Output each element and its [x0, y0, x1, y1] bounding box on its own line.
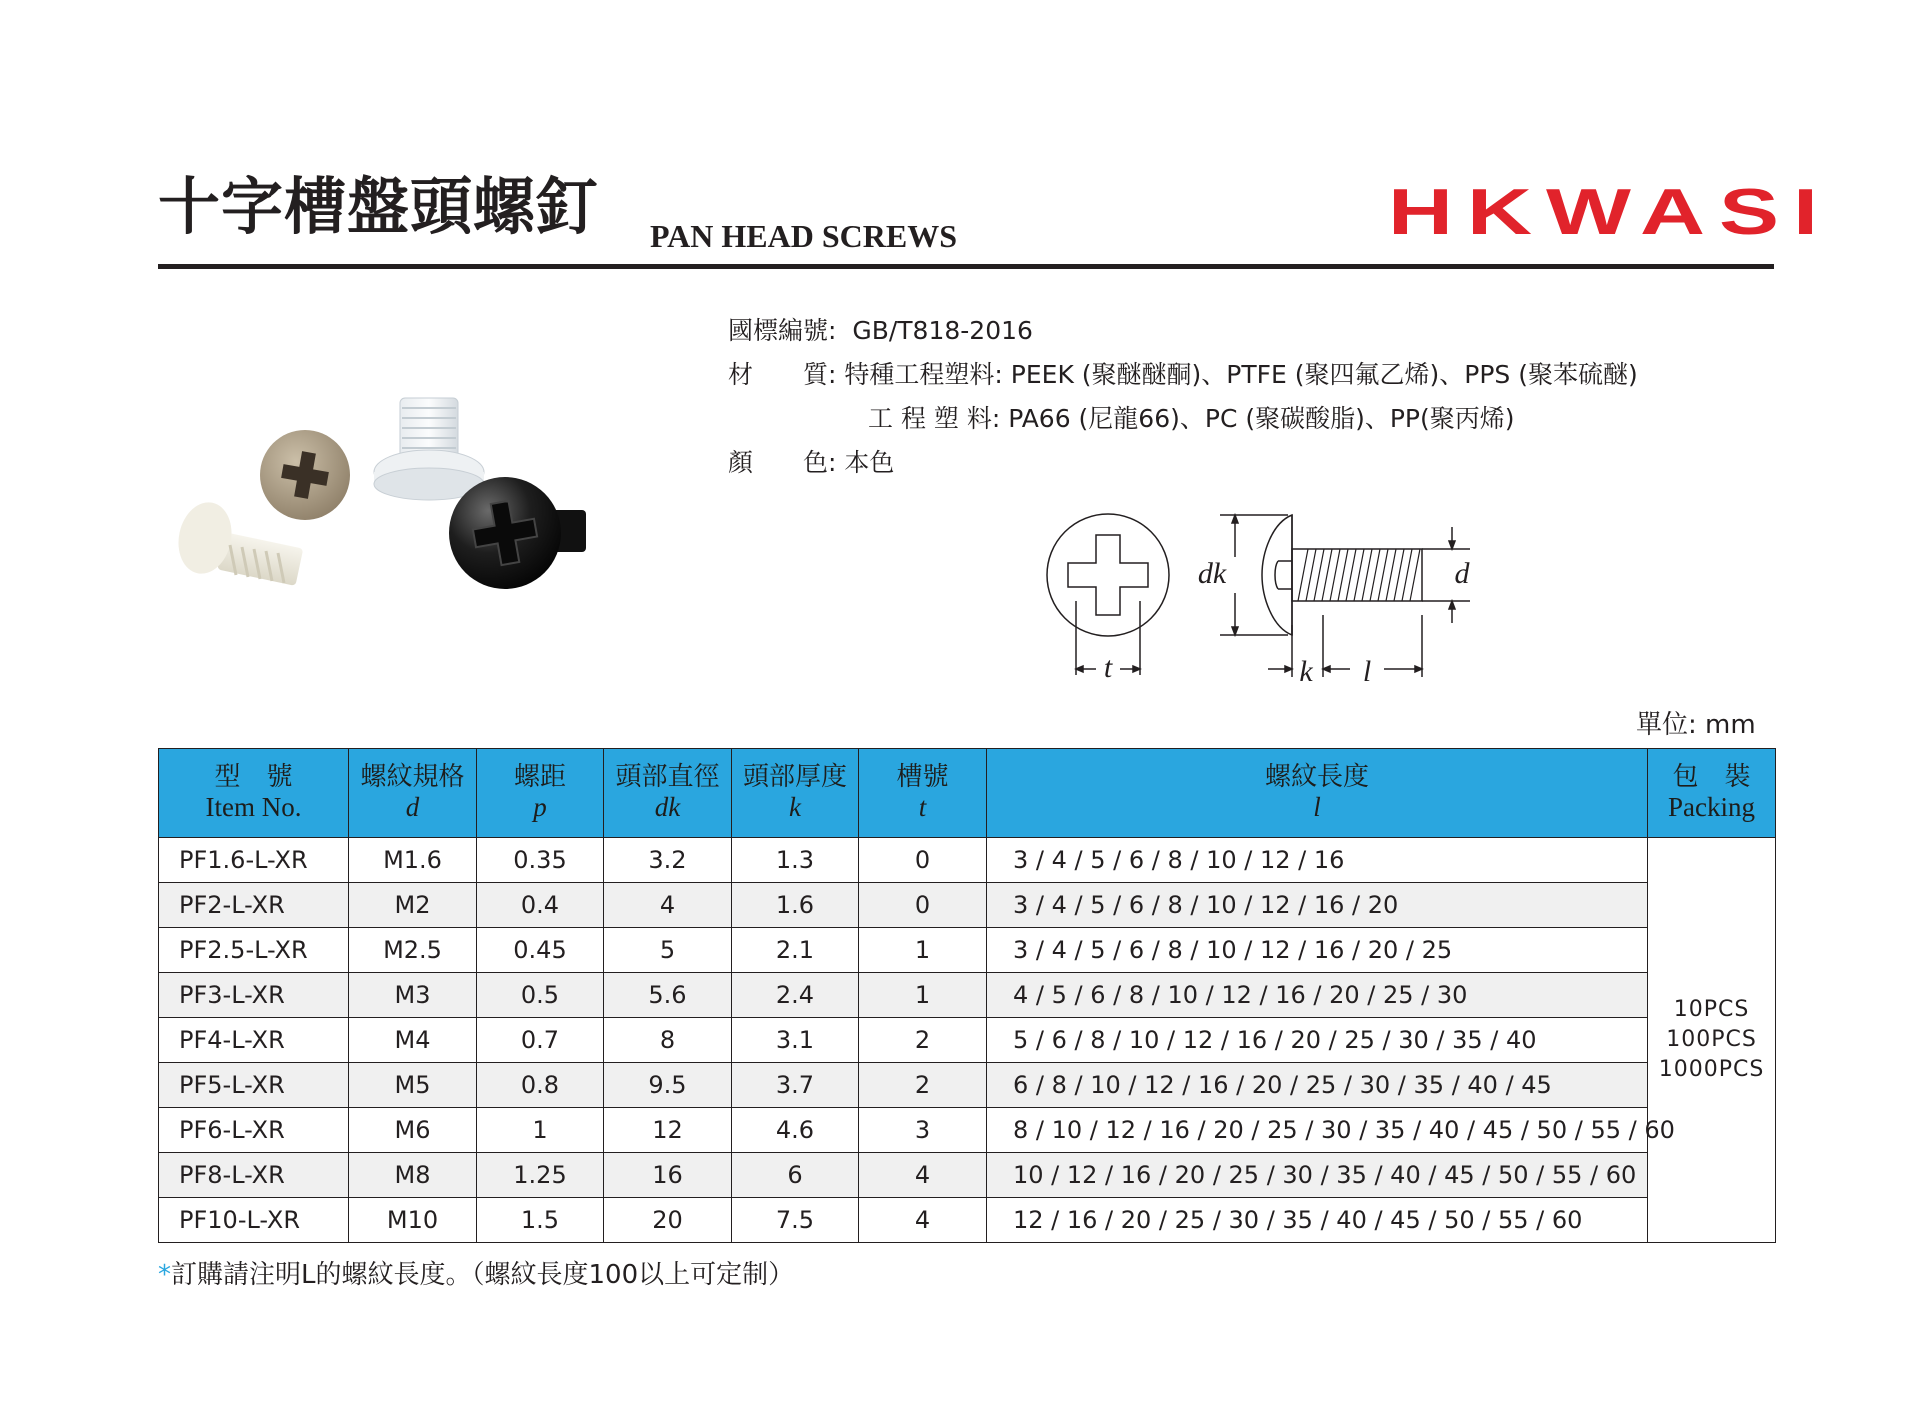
- spec-material-line1-label: 特種工程塑料:: [844, 360, 1003, 389]
- cell-slot: 0: [859, 883, 987, 928]
- cell-thread-length: 4 / 5 / 6 / 8 / 10 / 12 / 16 / 20 / 25 / 30: [987, 973, 1648, 1018]
- cell-head-diameter: 12: [604, 1108, 732, 1153]
- spec-material-line2: [868, 406, 1515, 431]
- cell-thread: M10: [349, 1198, 477, 1243]
- cell-thread: M4: [349, 1018, 477, 1063]
- black-screw-icon: [449, 477, 586, 589]
- header-thread: 螺紋規格 d: [349, 749, 477, 838]
- cell-pitch: 1: [477, 1108, 604, 1153]
- header-head-thickness: 頭部厚度 k: [732, 749, 859, 838]
- note-text: 訂購請注明L的螺紋長度。（螺紋長度100以上可定制）: [171, 1260, 795, 1290]
- spec-material-label: 材 質:: [728, 360, 837, 389]
- cell-model: PF1.6-L-XR: [159, 838, 349, 883]
- table-row: [159, 838, 1776, 883]
- cell-slot: 0: [859, 838, 987, 883]
- cell-thread-length: 8 / 10 / 12 / 16 / 20 / 25 / 30 / 35 / 40 / 45 / 50 / 55 / 60: [987, 1108, 1648, 1153]
- cell-head-thickness: 1.6: [732, 883, 859, 928]
- cell-thread-length: 10 / 12 / 16 / 20 / 25 / 30 / 35 / 40 / 45 / 50 / 55 / 60: [987, 1153, 1648, 1198]
- packing-option: 10PCS: [1673, 997, 1750, 1023]
- cell-slot: 4: [859, 1198, 987, 1243]
- header-model: 型 號 Item No.: [159, 749, 349, 838]
- cell-pitch: 0.7: [477, 1018, 604, 1063]
- spec-color-value: 本色: [844, 448, 895, 477]
- header-thread-length: 螺紋長度 l: [987, 749, 1648, 838]
- cell-head-thickness: 2.4: [732, 973, 859, 1018]
- spec-material: [728, 362, 1638, 387]
- table-row: [159, 1153, 1776, 1198]
- cell-pitch: 0.35: [477, 838, 604, 883]
- cell-head-diameter: 5: [604, 928, 732, 973]
- header-pitch: 螺距 p: [477, 749, 604, 838]
- packing-option: 1000PCS: [1658, 1056, 1765, 1082]
- technical-diagram: [1040, 505, 1520, 695]
- brand-logo: HKWASI: [1388, 176, 1832, 249]
- spec-material-line2-label: 工 程 塑 料:: [868, 404, 1001, 433]
- cell-pitch: 0.5: [477, 973, 604, 1018]
- table-row: [159, 1063, 1776, 1108]
- table-row: [159, 1198, 1776, 1243]
- cell-slot: 1: [859, 928, 987, 973]
- cell-slot: 4: [859, 1153, 987, 1198]
- table-row: [159, 973, 1776, 1018]
- cell-thread: M1.6: [349, 838, 477, 883]
- table-header-row: [159, 749, 1776, 838]
- spec-color-label: 顏 色:: [728, 448, 837, 477]
- header-rule: [158, 264, 1774, 269]
- cell-thread-length: 12 / 16 / 20 / 25 / 30 / 35 / 40 / 45 / 50 / 55 / 60: [987, 1198, 1648, 1243]
- cell-thread: M6: [349, 1108, 477, 1153]
- cell-head-diameter: 8: [604, 1018, 732, 1063]
- packing-option: 100PCS: [1666, 1027, 1757, 1053]
- diagram-label-dk: dk: [1197, 557, 1227, 590]
- cell-slot: 1: [859, 973, 987, 1018]
- cell-head-diameter: 20: [604, 1198, 732, 1243]
- cell-thread: M3: [349, 973, 477, 1018]
- unit-label: 單位: mm: [1636, 710, 1756, 740]
- spec-standard: [728, 318, 1033, 343]
- cell-thread-length: 6 / 8 / 10 / 12 / 16 / 20 / 25 / 30 / 35 / 40 / 45: [987, 1063, 1648, 1108]
- tan-screw-icon: [260, 430, 350, 520]
- page-subtitle: PAN HEAD SCREWS: [650, 218, 957, 254]
- cell-head-thickness: 6: [732, 1153, 859, 1198]
- clear-screw-icon: [374, 398, 484, 500]
- cell-model: PF2-L-XR: [159, 883, 349, 928]
- cell-head-thickness: 4.6: [732, 1108, 859, 1153]
- cell-model: PF8-L-XR: [159, 1153, 349, 1198]
- cell-pitch: 0.4: [477, 883, 604, 928]
- cell-head-thickness: 7.5: [732, 1198, 859, 1243]
- cell-thread-length: 3 / 4 / 5 / 6 / 8 / 10 / 12 / 16: [987, 838, 1648, 883]
- spec-table: [158, 748, 1776, 1243]
- cell-thread: M2: [349, 883, 477, 928]
- cell-head-thickness: 1.3: [732, 838, 859, 883]
- cell-model: PF10-L-XR: [159, 1198, 349, 1243]
- cell-head-thickness: 3.7: [732, 1063, 859, 1108]
- cell-pitch: 1.25: [477, 1153, 604, 1198]
- cell-thread-length: 5 / 6 / 8 / 10 / 12 / 16 / 20 / 25 / 30 / 35 / 40: [987, 1018, 1648, 1063]
- cell-head-diameter: 5.6: [604, 973, 732, 1018]
- cell-head-diameter: 16: [604, 1153, 732, 1198]
- diagram-label-d: d: [1454, 557, 1470, 590]
- header-slot: 槽號 t: [859, 749, 987, 838]
- cell-slot: 3: [859, 1108, 987, 1153]
- cell-model: PF6-L-XR: [159, 1108, 349, 1153]
- cell-thread-length: 3 / 4 / 5 / 6 / 8 / 10 / 12 / 16 / 20: [987, 883, 1648, 928]
- cell-thread: M8: [349, 1153, 477, 1198]
- cell-head-diameter: 9.5: [604, 1063, 732, 1108]
- cell-head-diameter: 4: [604, 883, 732, 928]
- spec-material-line2-value: PA66 (尼龍66)、PC (聚碳酸脂)、PP(聚丙烯): [1008, 404, 1515, 433]
- order-note: [158, 1262, 794, 1288]
- cell-slot: 2: [859, 1063, 987, 1108]
- spec-standard-value: GB/T818-2016: [852, 316, 1033, 345]
- cell-head-diameter: 3.2: [604, 838, 732, 883]
- cell-model: PF4-L-XR: [159, 1018, 349, 1063]
- cell-pitch: 0.45: [477, 928, 604, 973]
- table-row: [159, 928, 1776, 973]
- cell-packing: [1648, 838, 1776, 1243]
- cell-slot: 2: [859, 1018, 987, 1063]
- side-view-drawing: [1220, 515, 1470, 677]
- spec-standard-label: 國標編號:: [728, 316, 837, 345]
- diagram-label-t: t: [1103, 651, 1113, 684]
- table-row: [159, 1108, 1776, 1153]
- cell-model: PF5-L-XR: [159, 1063, 349, 1108]
- cell-model: PF3-L-XR: [159, 973, 349, 1018]
- cell-pitch: 1.5: [477, 1198, 604, 1243]
- cell-thread: M2.5: [349, 928, 477, 973]
- cell-thread-length: 3 / 4 / 5 / 6 / 8 / 10 / 12 / 16 / 20 / 25: [987, 928, 1648, 973]
- diagram-label-k: k: [1299, 655, 1313, 688]
- cell-model: PF2.5-L-XR: [159, 928, 349, 973]
- diagram-label-l: l: [1362, 655, 1372, 688]
- cell-head-thickness: 2.1: [732, 928, 859, 973]
- header-packing: 包 裝 Packing: [1648, 749, 1776, 838]
- page-title: 十字槽盤頭螺釘: [158, 170, 600, 243]
- spec-color: [728, 450, 894, 475]
- cell-pitch: 0.8: [477, 1063, 604, 1108]
- spec-material-line1-value: PEEK (聚醚醚酮)、PTFE (聚四氟乙烯)、PPS (聚苯硫醚): [1010, 360, 1638, 389]
- note-asterisk: *: [158, 1260, 171, 1290]
- product-photo: [160, 380, 640, 620]
- header-head-diameter: 頭部直徑 dk: [604, 749, 732, 838]
- cell-head-thickness: 3.1: [732, 1018, 859, 1063]
- table-row: [159, 883, 1776, 928]
- cell-thread: M5: [349, 1063, 477, 1108]
- table-row: [159, 1018, 1776, 1063]
